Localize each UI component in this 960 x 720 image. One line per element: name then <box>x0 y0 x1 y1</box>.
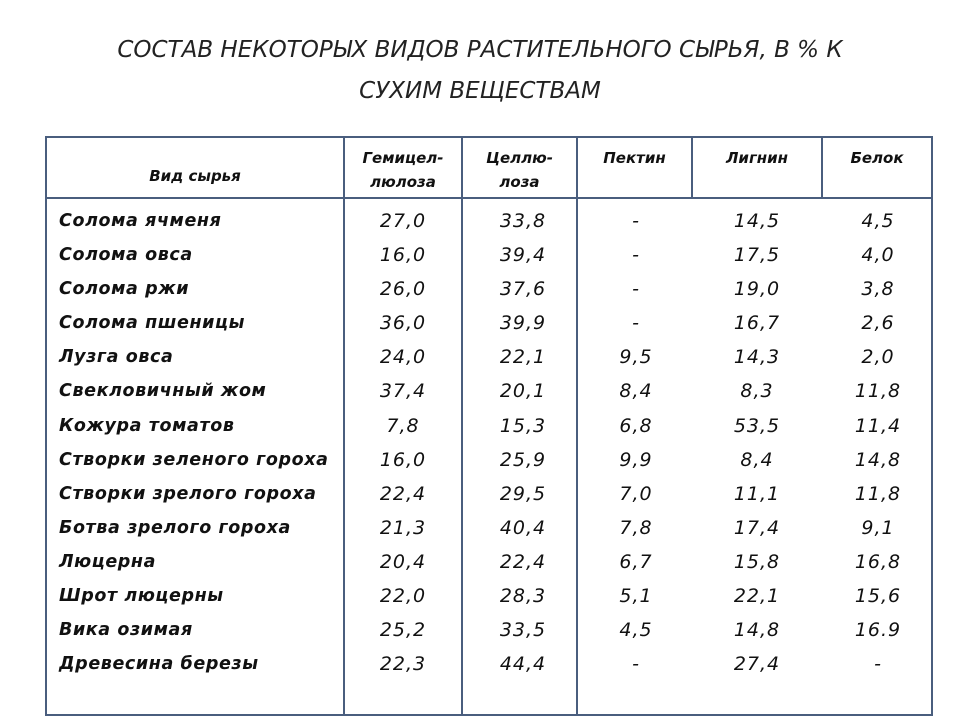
header-name-label: Вид сырья <box>149 166 241 185</box>
cell-cellulose: 40,4 <box>499 516 547 539</box>
cell-name: Люцерна <box>59 551 157 572</box>
cell-protein: 11,8 <box>854 482 902 505</box>
header-cellulose-line-2: лоза <box>499 173 540 191</box>
header-protein <box>823 138 931 197</box>
cell-lignin: 8,3 <box>740 380 774 403</box>
header-name <box>47 138 343 197</box>
cell-name: Свекловичный жом <box>59 381 267 402</box>
cell-cellulose: 15,3 <box>499 414 547 437</box>
cell-lignin: 14,3 <box>733 346 781 369</box>
cell-lignin: 53,5 <box>733 414 781 437</box>
cell-hemicellulose: 7,8 <box>386 414 420 437</box>
cell-pectin: 7,0 <box>619 482 653 505</box>
cell-name: Лузга овса <box>59 347 174 368</box>
cell-pectin: - <box>632 210 640 232</box>
cell-hemicellulose: 37,4 <box>379 380 427 403</box>
cell-protein: - <box>874 653 882 676</box>
table-row <box>47 238 931 272</box>
cell-name: Кожура томатов <box>59 415 235 436</box>
cell-lignin: 15,8 <box>733 550 781 573</box>
table-row <box>47 477 931 511</box>
table-body <box>47 204 931 681</box>
cell-cellulose: 39,4 <box>499 244 547 267</box>
header-lignin-label: Лигнин <box>725 149 789 167</box>
cell-protein: 2,0 <box>861 346 895 369</box>
cell-protein: 9,1 <box>861 516 895 539</box>
cell-hemicellulose: 25,2 <box>379 619 427 642</box>
cell-lignin: 11,1 <box>733 482 781 505</box>
cell-hemicellulose: 26,0 <box>379 278 427 301</box>
cell-cellulose: 33,8 <box>499 210 547 232</box>
cell-protein: 16.9 <box>854 619 902 642</box>
cell-cellulose: 37,6 <box>499 278 547 301</box>
header-pectin-label: Пектин <box>603 149 666 167</box>
cell-hemicellulose: 27,0 <box>379 210 427 232</box>
header-pectin <box>578 138 691 197</box>
cell-cellulose: 22,1 <box>499 346 547 369</box>
cell-cellulose: 22,4 <box>499 550 547 573</box>
table-row <box>47 613 931 647</box>
cell-name: Солома ржи <box>59 279 190 300</box>
cell-lignin: 19,0 <box>733 278 781 301</box>
cell-name: Солома овса <box>59 245 193 266</box>
header-cellulose-line-1: Целлю- <box>486 149 553 167</box>
cell-protein: 3,8 <box>861 278 895 301</box>
table-row <box>47 443 931 477</box>
cell-protein: 16,8 <box>854 550 902 573</box>
cell-hemicellulose: 22,3 <box>379 653 427 676</box>
cell-hemicellulose: 20,4 <box>379 550 427 573</box>
header-divider <box>47 197 931 199</box>
cell-name: Створки зеленого гороха <box>59 449 329 470</box>
header-protein-label: Белок <box>850 149 904 167</box>
table-row <box>47 579 931 613</box>
cell-lignin: 14,5 <box>733 210 781 232</box>
cell-protein: 11,4 <box>854 414 902 437</box>
table-row <box>47 647 931 681</box>
cell-pectin: 8,4 <box>619 380 653 403</box>
cell-pectin: 6,8 <box>619 414 653 437</box>
cell-pectin: 4,5 <box>619 619 653 642</box>
title-line-2: СУХИМ ВЕЩЕСТВАМ <box>359 78 601 104</box>
cell-name: Створки зрелого гороха <box>59 483 317 504</box>
cell-lignin: 8,4 <box>740 448 774 471</box>
header-hemicellulose <box>345 138 461 197</box>
cell-lignin: 16,7 <box>733 312 781 335</box>
cell-protein: 15,6 <box>854 585 902 608</box>
composition-table <box>45 136 933 716</box>
cell-name: Солома ячменя <box>59 211 222 231</box>
cell-pectin: - <box>632 278 640 301</box>
cell-protein: 14,8 <box>854 448 902 471</box>
cell-name: Древесина березы <box>59 654 259 675</box>
table-row <box>47 306 931 340</box>
cell-pectin: - <box>632 312 640 335</box>
cell-cellulose: 28,3 <box>499 585 547 608</box>
cell-pectin: 7,8 <box>619 516 653 539</box>
cell-cellulose: 39,9 <box>499 312 547 335</box>
slide-title <box>40 30 920 112</box>
cell-cellulose: 20,1 <box>499 380 547 403</box>
cell-cellulose: 25,9 <box>499 448 547 471</box>
cell-cellulose: 44,4 <box>499 653 547 676</box>
cell-hemicellulose: 36,0 <box>379 312 427 335</box>
table-row <box>47 340 931 374</box>
cell-hemicellulose: 22,4 <box>379 482 427 505</box>
cell-lignin: 14,8 <box>733 619 781 642</box>
cell-protein: 4,0 <box>861 244 895 267</box>
table-row <box>47 409 931 443</box>
table-row <box>47 272 931 306</box>
cell-name: Вика озимая <box>59 620 193 641</box>
cell-pectin: - <box>632 244 640 267</box>
cell-protein: 4,5 <box>861 210 895 232</box>
cell-hemicellulose: 16,0 <box>379 244 427 267</box>
cell-hemicellulose: 21,3 <box>379 516 427 539</box>
cell-lignin: 17,4 <box>733 516 781 539</box>
cell-lignin: 22,1 <box>733 585 781 608</box>
cell-protein: 11,8 <box>854 380 902 403</box>
cell-pectin: 9,5 <box>619 346 653 369</box>
cell-name: Солома пшеницы <box>59 313 246 334</box>
header-cellulose <box>463 138 576 197</box>
cell-lignin: 17,5 <box>733 244 781 267</box>
table-row <box>47 511 931 545</box>
cell-hemicellulose: 22,0 <box>379 585 427 608</box>
cell-protein: 2,6 <box>861 312 895 335</box>
title-line-1: СОСТАВ НЕКОТОРЫХ ВИДОВ РАСТИТЕЛЬНОГО СЫРЬЯ, В % К <box>117 37 843 63</box>
cell-lignin: 27,4 <box>733 653 781 676</box>
header-lignin <box>693 138 821 197</box>
table-row <box>47 204 931 238</box>
cell-cellulose: 33,5 <box>499 619 547 642</box>
cell-pectin: 9,9 <box>619 448 653 471</box>
table-row <box>47 374 931 408</box>
header-hemicellulose-line-2: люлоза <box>370 173 436 191</box>
cell-cellulose: 29,5 <box>499 482 547 505</box>
cell-hemicellulose: 24,0 <box>379 346 427 369</box>
header-hemicellulose-line-1: Гемицел- <box>362 149 444 167</box>
table-row <box>47 545 931 579</box>
cell-pectin: 6,7 <box>619 550 653 573</box>
cell-hemicellulose: 16,0 <box>379 448 427 471</box>
cell-name: Ботва зрелого гороха <box>59 517 291 538</box>
cell-pectin: 5,1 <box>619 585 653 608</box>
cell-name: Шрот люцерны <box>59 586 224 607</box>
cell-pectin: - <box>632 653 640 676</box>
